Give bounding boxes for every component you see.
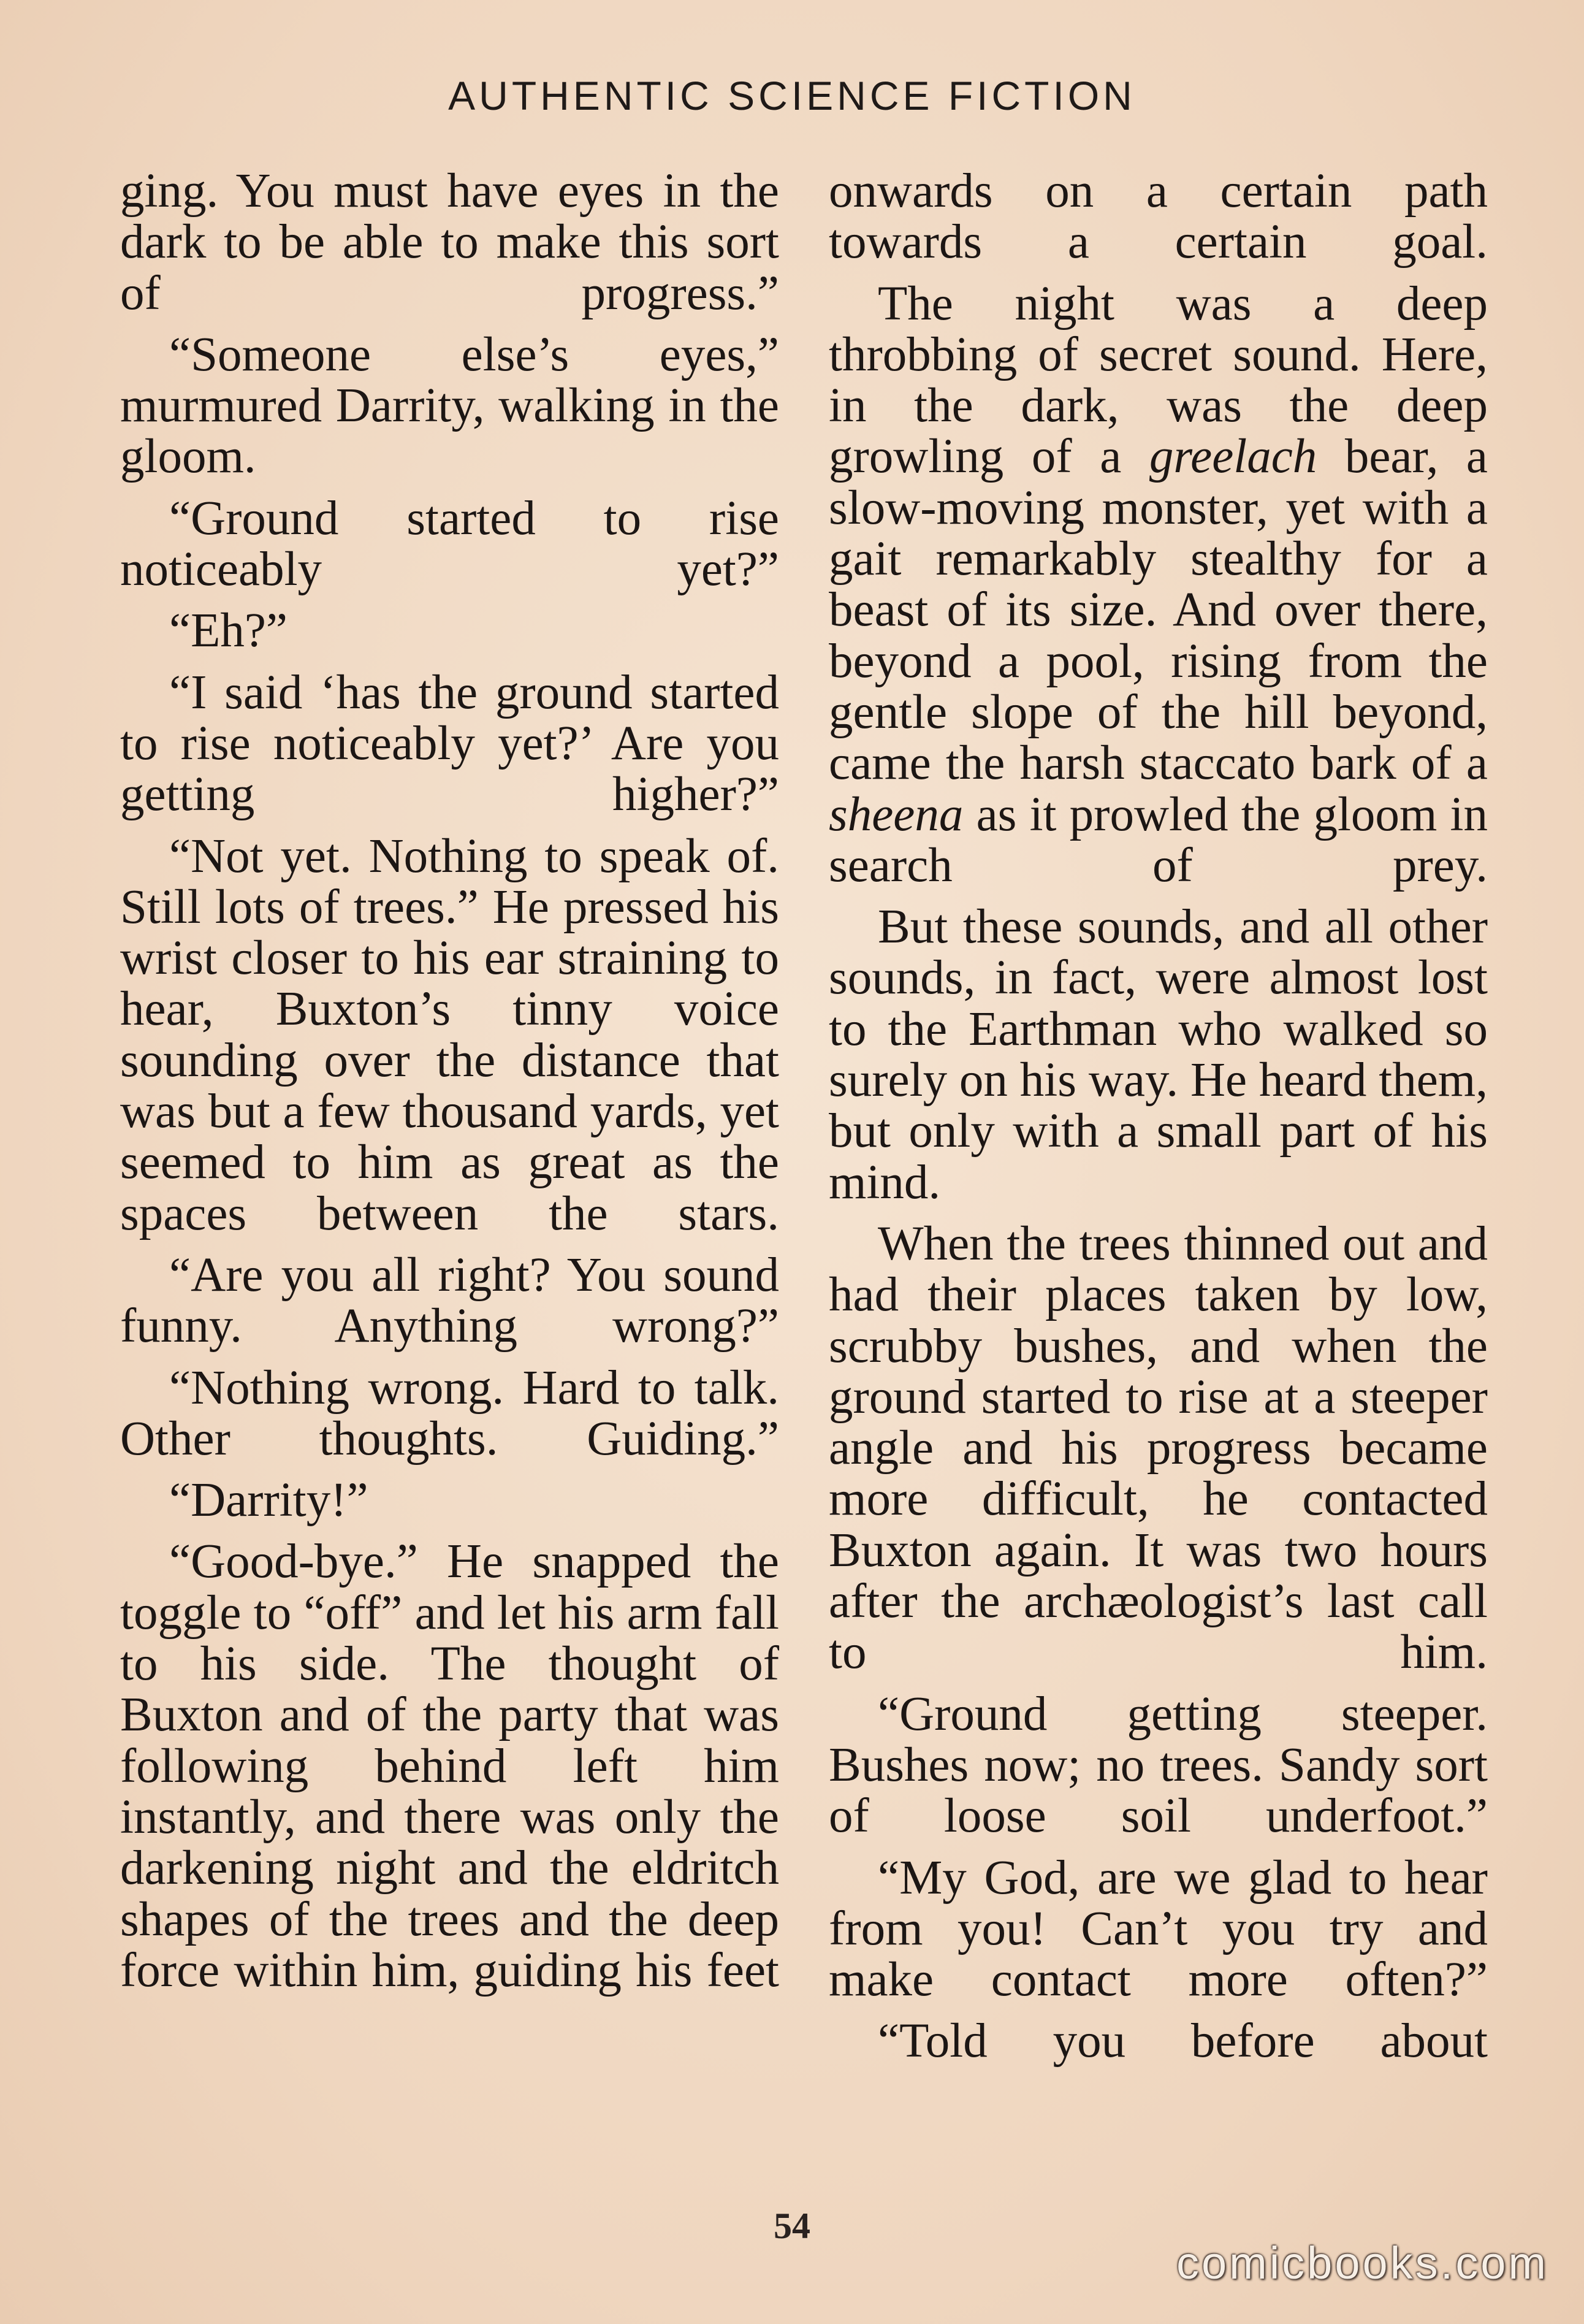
left-paragraph-10: “Good-bye.” He snapped the toggle to “off” and let his arm fall to his side. The thought of Buxton and of the party that was following behind left him instantly, and there was only the darkening night and the eldritch shapes of the trees and the deep force within him, guiding his feet bbox=[120, 1535, 779, 1997]
italic-term: sheena bbox=[829, 787, 964, 841]
right-paragraph-4: When the trees thinned out and had their places taken by low, scrubby bushes, and when the ground started to rise at a steeper angle and his progress became more difficult, he contacted Buxton again. It was two hours after the archæologist’s last call to him. bbox=[829, 1217, 1488, 1680]
left-column bbox=[120, 166, 779, 2006]
left-paragraph-1: ging. You must have eyes in the dark to be able to make this sort of progress.” bbox=[120, 164, 779, 320]
left-paragraph-6: “Not yet. Nothing to speak of. Still lots of trees.” He pressed his wrist closer to his ear straining to hear, Buxton’s tinny voice sounding over the distance that was but a few thousand yards, yet seemed to him as great as the spaces between the stars. bbox=[120, 829, 779, 1240]
right-column bbox=[829, 166, 1488, 2077]
page-number: 54 bbox=[774, 2206, 810, 2246]
italic-term: greelach bbox=[1149, 430, 1317, 484]
left-paragraph-3: “Ground started to rise noticeably yet?” bbox=[120, 491, 779, 597]
left-paragraph-2: “Someone else’s eyes,” murmured Darrity, walking in the gloom. bbox=[120, 327, 779, 484]
right-paragraph-1: onwards on a certain path towards a certain goal. bbox=[829, 164, 1488, 269]
right-paragraph-6: “My God, are we glad to hear from you! Can’t you try and make contact more often?” bbox=[829, 1851, 1488, 2007]
left-paragraph-9: “Darrity!” bbox=[169, 1474, 368, 1527]
right-paragraph-5: “Ground getting steeper. Bushes now; no trees. Sandy sort of loose soil underfoot.” bbox=[829, 1687, 1488, 1843]
left-paragraph-7: “Are you all right? You sound funny. Anything wrong?” bbox=[120, 1248, 779, 1353]
left-paragraph-5: “I said ‘has the ground started to rise noticeably yet?’ Are you getting higher?” bbox=[120, 665, 779, 822]
right-paragraph-7: “Told you before about bbox=[878, 2014, 1488, 2068]
left-paragraph-8: “Nothing wrong. Hard to talk. Other thoughts. Guiding.” bbox=[120, 1361, 779, 1466]
right-paragraph-2: The night was a deep throbbing of secret sound. Here, in the dark, was the deep growling of a greelach bear, a slow-moving monster, yet with a gait remarkably stealthy for a beast of its size. And over there, beyond a pool, rising from the gentle slope of the hill beyond, came the harsh staccato bark of a sheena as it prowled the gloom in search of prey. bbox=[829, 277, 1488, 892]
watermark-logo: comicbooks.com bbox=[1176, 2238, 1548, 2288]
left-paragraph-4: “Eh?” bbox=[169, 604, 287, 658]
running-header: AUTHENTIC SCIENCE FICTION bbox=[448, 73, 1136, 118]
right-paragraph-3: But these sounds, and all other sounds, in fact, were almost lost to the Earthman who walked so surely on his way. He heard them, but only with a small part of his mind. bbox=[829, 900, 1488, 1209]
